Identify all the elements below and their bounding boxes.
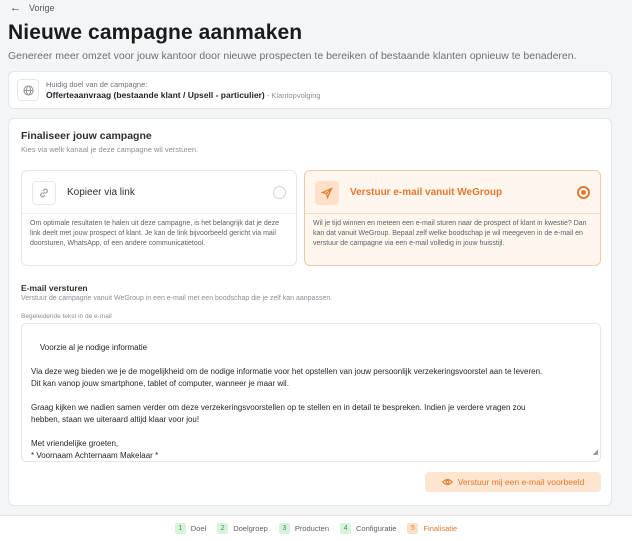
option-send-email-description: Wil je tijd winnen en meteen een e-mail sturen naar de prospect of klant in kwestie? Dan kan dat vanuit WeGroup. Bepaal zelf welke boodschap je wil meegeven in de e-mail en verstuur de campagne via een e-mail volledig in jouw huisstijl. (313, 220, 587, 247)
step-number: 2 (217, 523, 228, 534)
option-copy-link-radio[interactable] (273, 186, 286, 199)
send-preview-email-label: Verstuur mij een e-mail voorbeeld (457, 477, 585, 487)
goal-value-text: Offerteaanvraag (bestaande klant / Upsell - particulier) (46, 90, 265, 100)
step-label: Doel (190, 524, 207, 533)
email-section-title: E-mail versturen (21, 283, 88, 293)
step-finalisatie[interactable] (407, 523, 457, 534)
finalize-subtitle: Kies via welk kanaal je deze campagne wil versturen. (21, 145, 199, 154)
progress-steps (0, 515, 632, 541)
step-label: Doelgroep (233, 524, 268, 533)
step-label: Finalisatie (423, 524, 458, 533)
option-send-email-radio[interactable] (577, 186, 590, 199)
finalize-title: Finaliseer jouw campagne (21, 130, 152, 142)
step-number: 3 (279, 523, 290, 534)
back-link[interactable] (10, 2, 55, 14)
send-icon (315, 181, 339, 205)
step-number: 4 (340, 523, 351, 534)
option-send-email[interactable] (304, 170, 601, 266)
step-number: 1 (175, 523, 186, 534)
step-producten[interactable] (279, 523, 329, 534)
goal-value (46, 90, 321, 100)
arrow-left-icon: ← (10, 2, 21, 14)
email-body-textarea[interactable] (21, 323, 601, 462)
step-label: Configuratie (356, 524, 397, 533)
step-doel[interactable] (175, 523, 206, 534)
goal-tag: - Klantopvolging (264, 91, 321, 100)
back-label: Vorige (29, 3, 55, 13)
page-subtitle: Genereer meer omzet voor jouw kantoor door nieuwe prospecten te bereiken of bestaande klanten opnieuw te benaderen. (8, 50, 577, 62)
step-label: Producten (294, 524, 330, 533)
campaign-goal-card (8, 71, 612, 109)
option-divider (305, 213, 600, 214)
option-copy-link-description: Om optimale resultaten te halen uit deze campagne, is het belangrijk dat je deze link deelt met jouw prospect of klant. Je kan de link bijvoorbeeld gericht via mail doorsturen, WhatsApp, of een andere communicatietool. (30, 220, 280, 247)
email-body-text: Voorzie al je nodige informatie Via deze weg bieden we je de mogelijkheid om de nodige informatie voor het opstellen van jouw persoonlijk verzekeringsvoorstel aan te leveren. Dit kan vanop jouw smartphone, tablet of computer, wanneer je maar wil. Graag kijken we nadien samen verder om deze verzekeringsvoorstellen op te stellen en in detail te bespreken. Indien je verdere vragen zou hebben, staan we uiteraard altijd klaar voor jou! Met vriendelijke groeten, * Voornaam Achternaam Makelaar * (31, 343, 543, 460)
eye-icon (442, 478, 453, 486)
email-body-label: Begeleidende tekst in de e-mail (21, 313, 112, 320)
option-copy-link-title: Kopieer via link (67, 187, 135, 198)
send-preview-email-button[interactable] (425, 472, 601, 492)
page-title: Nieuwe campagne aanmaken (8, 21, 303, 44)
option-send-email-title: Verstuur e-mail vanuit WeGroup (350, 187, 503, 198)
globe-icon (17, 79, 39, 101)
option-copy-link[interactable] (21, 170, 297, 266)
step-doelgroep[interactable] (217, 523, 268, 534)
option-divider (22, 213, 296, 214)
goal-label: Huidig doel van de campagne: (46, 80, 148, 89)
link-icon (32, 181, 56, 205)
step-number: 5 (407, 523, 418, 534)
step-configuratie[interactable] (340, 523, 396, 534)
resize-handle-icon[interactable]: ◢ (592, 449, 598, 456)
email-section-subtitle: Verstuur de campagne vanuit WeGroup in een e-mail met een boodschap die je zelf kan aanpassen. (21, 295, 333, 302)
finalize-card (8, 118, 612, 506)
